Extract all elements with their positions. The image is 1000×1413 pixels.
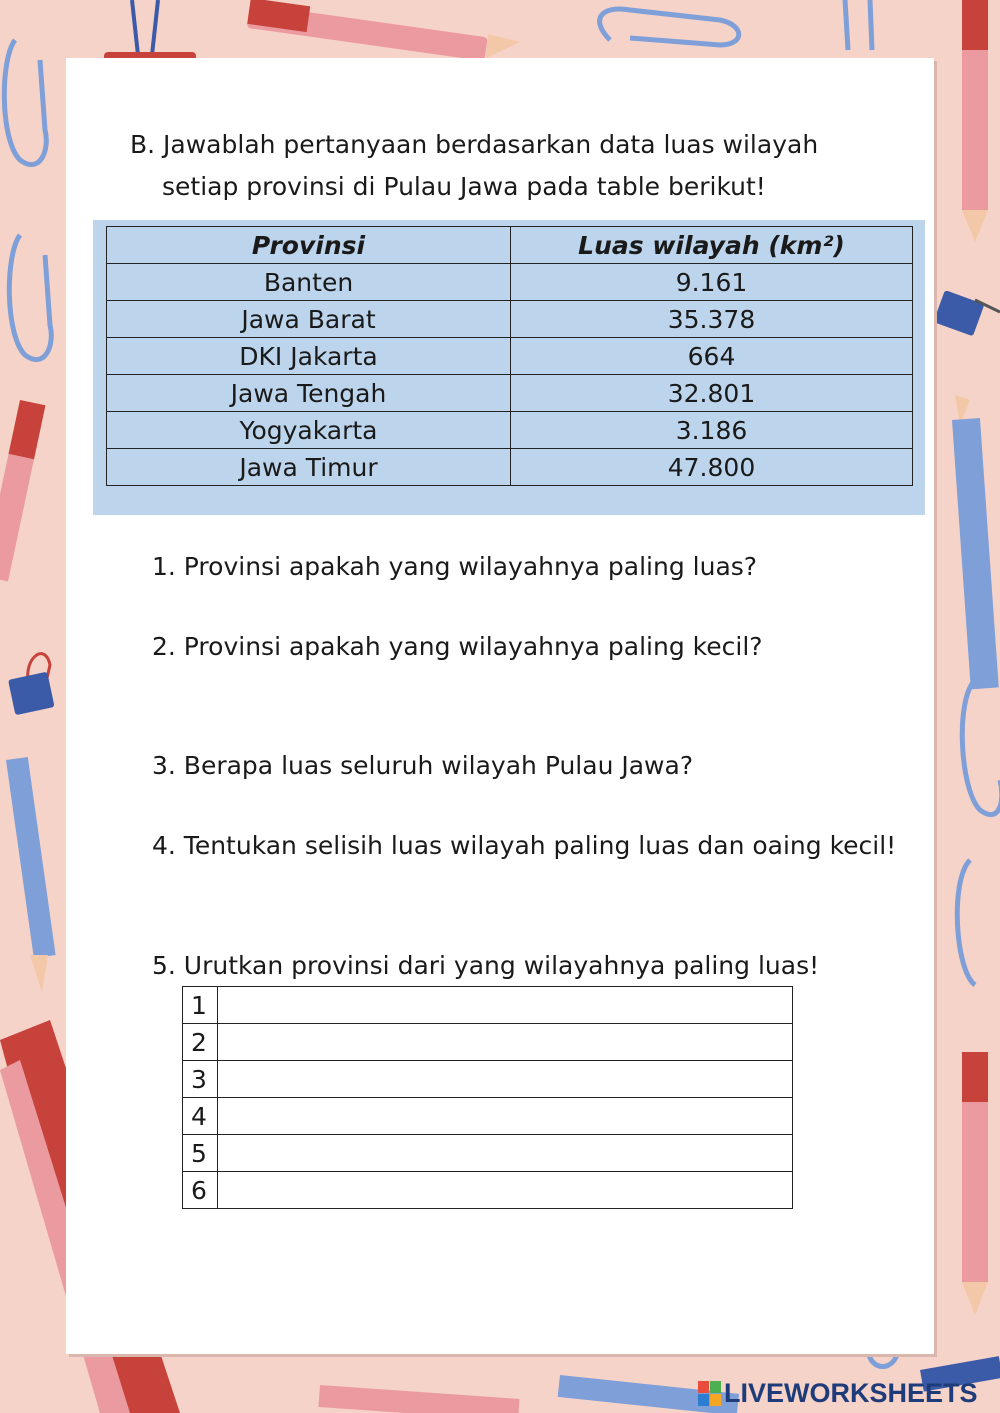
ranking-row — [183, 1061, 793, 1098]
province-cell: Yogyakarta — [107, 412, 511, 449]
column-header-area: Luas wilayah (km²) — [511, 227, 913, 264]
province-cell: Jawa Barat — [107, 301, 511, 338]
rank-number: 1 — [183, 987, 218, 1024]
pencil-icon — [6, 757, 56, 992]
ranking-answer-table — [182, 986, 793, 1209]
ranking-row — [183, 1172, 793, 1209]
paper-clip-icon — [4, 40, 51, 360]
rank-answer-field[interactable] — [218, 987, 793, 1024]
ranking-row — [183, 987, 793, 1024]
heading-line-2: setiap provinsi di Pulau Jawa pada table berikut! — [162, 172, 766, 201]
question-4: 4. Tentukan selisih luas wilayah paling luas dan oaing kecil! — [152, 831, 897, 860]
pencil-icon — [962, 0, 988, 242]
province-cell: DKI Jakarta — [107, 338, 511, 375]
table-row — [107, 449, 913, 486]
rank-number: 5 — [183, 1135, 218, 1172]
pencil-icon — [962, 1052, 988, 1315]
question-3: 3. Berapa luas seluruh wilayah Pulau Jawa? — [152, 751, 694, 780]
area-cell: 47.800 — [511, 449, 913, 486]
province-cell: Jawa Timur — [107, 449, 511, 486]
table-row — [107, 412, 913, 449]
pencil-icon — [0, 400, 45, 581]
ranking-row — [183, 1098, 793, 1135]
table-header-row — [107, 227, 913, 264]
liveworksheets-logo-icon — [698, 1381, 722, 1407]
ranking-row — [183, 1135, 793, 1172]
province-cell: Jawa Tengah — [107, 375, 511, 412]
rank-answer-field[interactable] — [218, 1061, 793, 1098]
rank-answer-field[interactable] — [218, 1024, 793, 1061]
rank-number: 4 — [183, 1098, 218, 1135]
binder-clip-icon — [933, 290, 1000, 336]
paper-clip-icon — [957, 680, 1000, 985]
province-cell: Banten — [107, 264, 511, 301]
area-cell: 9.161 — [511, 264, 913, 301]
table-row — [107, 301, 913, 338]
area-cell: 3.186 — [511, 412, 913, 449]
province-area-table — [106, 226, 913, 486]
column-header-province: Provinsi — [107, 227, 511, 264]
table-row — [107, 264, 913, 301]
area-cell: 32.801 — [511, 375, 913, 412]
binder-clip-icon — [8, 654, 55, 716]
question-5: 5. Urutkan provinsi dari yang wilayahnya paling luas! — [152, 951, 820, 980]
question-2: 2. Provinsi apakah yang wilayahnya paling kecil? — [152, 632, 763, 661]
area-cell: 664 — [511, 338, 913, 375]
paper-clip-icon — [600, 0, 872, 50]
table-row — [107, 375, 913, 412]
heading-line-1: B. Jawablah pertanyaan berdasarkan data luas wilayah — [130, 130, 819, 159]
table-row — [107, 338, 913, 375]
area-cell: 35.378 — [511, 301, 913, 338]
pencil-icon — [247, 0, 520, 61]
rank-answer-field[interactable] — [218, 1135, 793, 1172]
ranking-row — [183, 1024, 793, 1061]
question-1: 1. Provinsi apakah yang wilayahnya paling luas? — [152, 552, 758, 581]
rank-answer-field[interactable] — [218, 1172, 793, 1209]
rank-answer-field[interactable] — [218, 1098, 793, 1135]
brand-name: LIVEWORKSHEETS — [724, 1378, 978, 1408]
pencil-icon — [952, 395, 999, 689]
instruction-heading — [130, 124, 890, 208]
rank-number: 3 — [183, 1061, 218, 1098]
rank-number: 2 — [183, 1024, 218, 1061]
rank-number: 6 — [183, 1172, 218, 1209]
